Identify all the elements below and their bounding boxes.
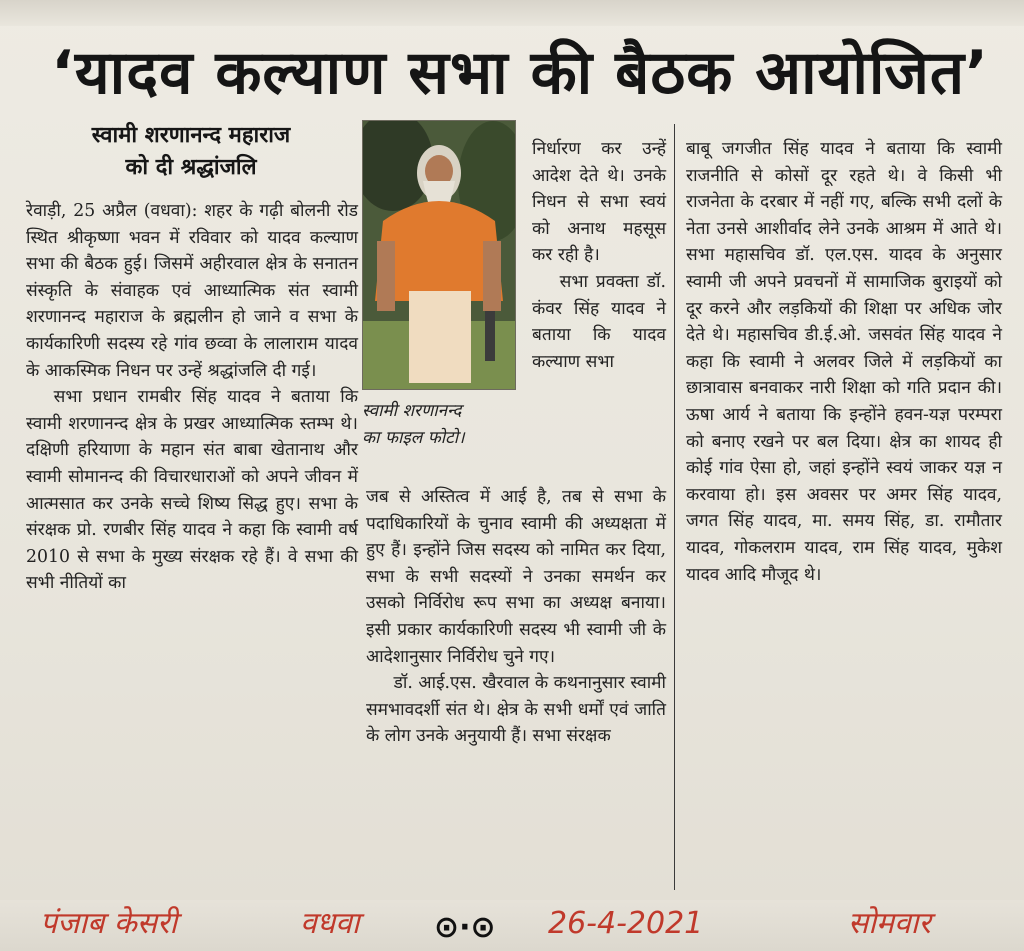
article-column-2-bottom: [366, 484, 666, 750]
paragraph: सभा प्रवक्ता डॉ. कंवर सिंह यादव ने बताया कि यादव कल्याण सभा: [532, 271, 666, 372]
handwritten-paper-name: पंजाब केसरी: [40, 906, 178, 941]
handwritten-day: सोमवार: [848, 906, 931, 941]
headline: ‘यादव कल्याण सभा की बैठक आयोजित’: [51, 38, 989, 108]
paragraph: रेवाड़ी, 25 अप्रैल (वधवा): शहर के गढ़ी बोलनी रोड स्थित श्रीकृष्णा भवन में रविवार को यादव कल्याण सभा की बैठक हुई। जिसमें अहीरवाल क्षेत्र के सनातन संस्कृति के संवाहक एवं आध्यात्मिक संत स्वामी शरणानन्द महाराज के ब्रह्मलीन हो जाने व सभा के कार्यकारिणी सदस्य रहे गांव छव्वा के लालाराम यादव के आकस्मिक निधन पर उन्हें श्रद्धांजलि दी गई।: [26, 201, 358, 381]
photo-caption: [362, 398, 522, 452]
column-divider: [674, 124, 675, 890]
caption-line-1: स्वामी शरणानन्द: [362, 401, 462, 421]
caption-line-2: का फाइल फोटो।: [362, 428, 465, 448]
subheadline-line-2: को दी श्रद्धांजलि: [125, 155, 257, 180]
portrait-image: [363, 121, 515, 389]
subheadline-line-1: स्वामी शरणानन्द महाराज: [91, 123, 291, 148]
article-column-2-top: [532, 136, 666, 375]
subheadline: [26, 120, 356, 184]
paragraph: निर्धारण कर उन्हें आदेश देते थे। उनके निधन से सभा स्वयं को अनाथ महसूस कर रही है।: [532, 139, 666, 266]
article-column-1: [26, 198, 358, 597]
paragraph: जब से अस्तित्व में आई है, तब से सभा के पदाधिकारियों के चुनाव स्वामी की अध्यक्षता में हुए हैं। इन्होंने जिस सदस्य को नामित कर दिया, सभा के सभी सदस्यों ने उनका समर्थन कर उसको निर्विरोध रूप सभा का अध्यक्ष बनाया। इसी प्रकार कार्यकारिणी सदस्य भी स्वामी जी के आदेशानुसार निर्विरोध चुने गए।: [366, 487, 666, 667]
paragraph: सभा प्रधान रामबीर सिंह यादव ने बताया कि स्वामी शरणानन्द क्षेत्र के प्रखर आध्यात्मिक स्तम्भ थे। दक्षिणी हरियाणा के महान संत बाबा खेतानाथ और स्वामी सोमानन्द की विचारधाराओं को अपने जीवन में आत्मसात कर उनके सच्चे शिष्य सिद्ध हुए। सभा के संरक्षक प्रो. रणबीर सिंह यादव ने कहा कि स्वामी वर्ष 2010 से सभा के मुख्य संरक्षक रहे हैं। वे सभा की सभी नीतियों का: [26, 387, 358, 594]
paragraph: बाबू जगजीत सिंह यादव ने बताया कि स्वामी राजनीति से कोसों दूर रहते थे। वे किसी भी राजनेता के दरबार में नहीं गए, बल्कि सभी दलों के नेता उनसे आशीर्वाद लेने उनके आश्रम में आते थे। सभा महासचिव डॉ. एल.एस. यादव के अनुसार स्वामी जी अपने प्रवचनों में सामाजिक बुराइयों को दूर करने और लड़कियों की शिक्षा पर अधिक जोर देते थे। महासचिव डी.ई.ओ. जसवंत सिंह यादव ने कहा कि स्वामी ने अलवर जिले में लड़कियों का छात्रावास बनवाकर नारी शिक्षा को गति प्रदान की। ऊषा आर्य ने बताया कि इन्होंने हवन-यज्ञ परम्परा को बनाए रखने पर बल दिया। क्षेत्र का शायद ही कोई गांव ऐसा हो, जहां इन्होंने स्वयं जाकर यज्ञ न करवाया हो। इस अवसर पर अमर सिंह यादव, जगत सिंह यादव, मा. समय सिंह, डा. रामौतार यादव, गोकलराम यादव, राम सिंह यादव, मुकेश यादव आदि मौजूद थे।: [686, 139, 1002, 585]
article-column-3: [686, 136, 1002, 588]
handwritten-reporter: वधवा: [300, 906, 360, 941]
handwritten-date: 26-4-2021: [548, 906, 704, 941]
paragraph: डॉ. आई.एस. खैरवाल के कथनानुसार स्वामी समभावदर्शी संत थे। क्षेत्र के सभी धर्मों एवं जाति के लोग उनके अनुयायी हैं। सभा संरक्षक: [366, 673, 666, 747]
portrait-photo: [362, 120, 516, 390]
footer-mark-icon: ⊙·⊙: [434, 910, 496, 945]
top-cropped-strip: [0, 0, 1024, 26]
